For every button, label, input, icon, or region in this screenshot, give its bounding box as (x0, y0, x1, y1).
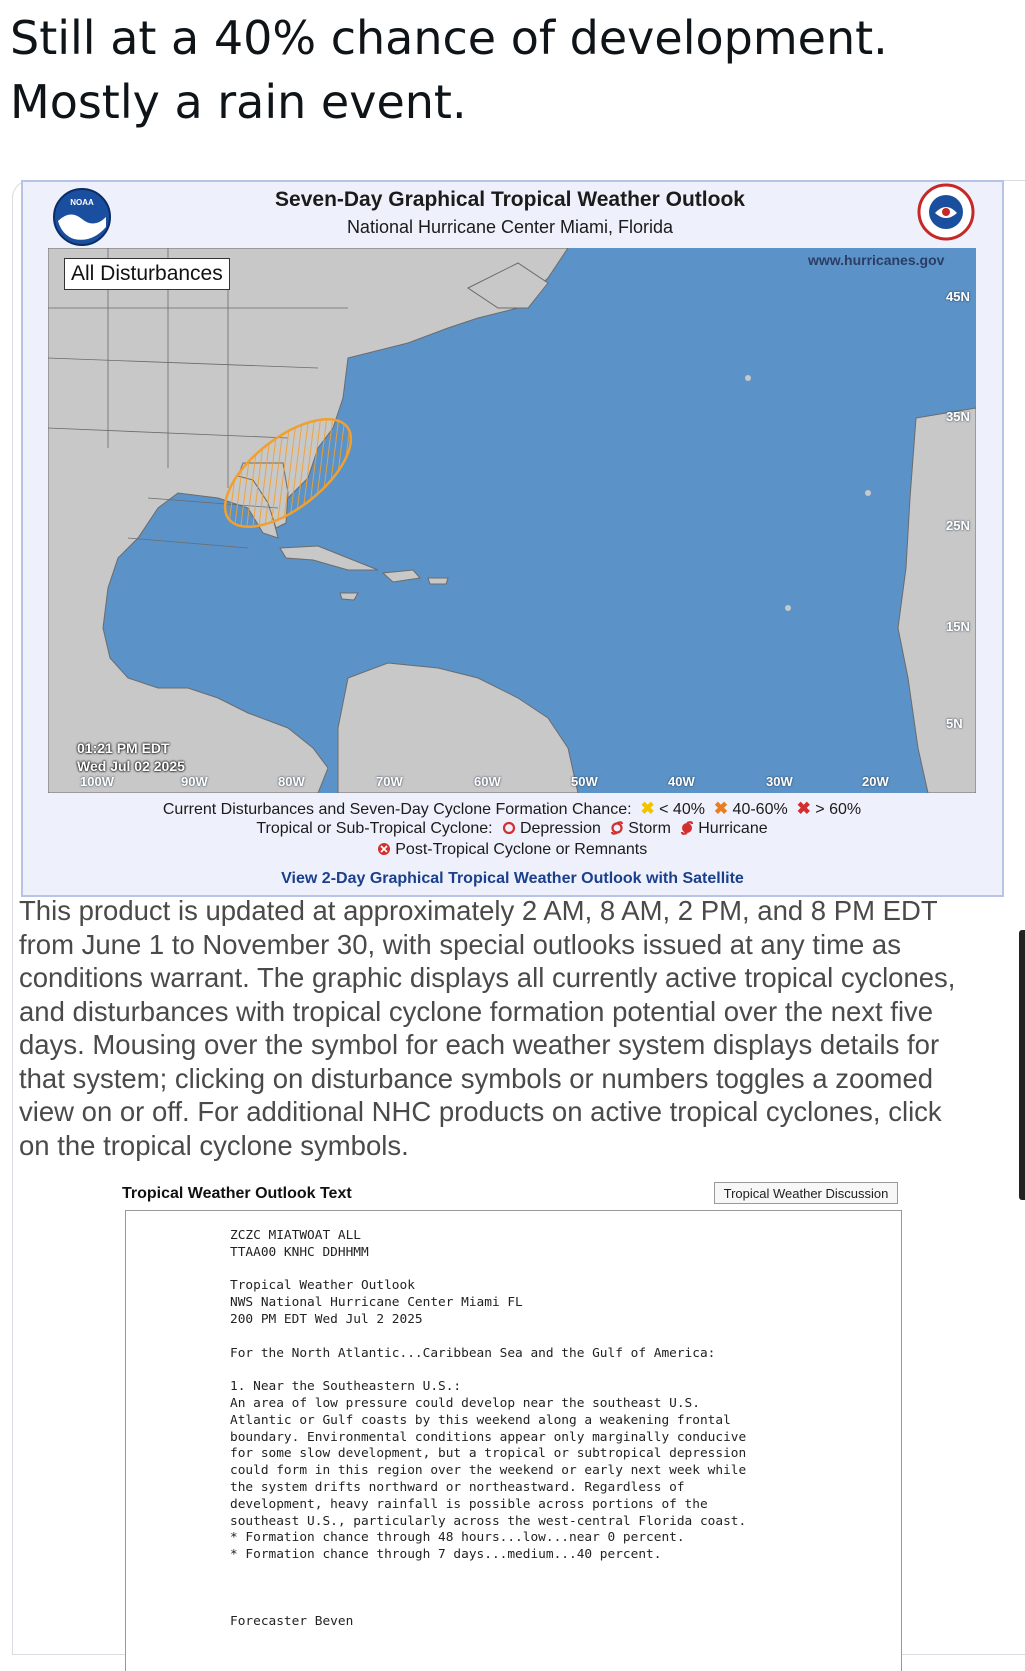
lon-label: 90W (181, 774, 208, 789)
lat-label: 5N (946, 716, 963, 731)
noaa-logo-icon (52, 187, 112, 247)
product-line: conditions warrant. The graphic displays all currently active tropical cyclones, (19, 962, 956, 993)
lon-label: 70W (376, 774, 403, 789)
high-chance-icon: ✖ (796, 799, 811, 818)
timestamp-date: Wed Jul 02 2025 (77, 758, 185, 774)
lat-label: 35N (946, 409, 970, 424)
remnants-icon (377, 842, 391, 856)
lat-label: 25N (946, 518, 970, 533)
post-text (10, 6, 1010, 134)
scrollbar-handle[interactable] (1019, 930, 1025, 1200)
legend-remnants (48, 841, 976, 859)
lon-label: 40W (668, 774, 695, 789)
lat-label: 45N (946, 289, 970, 304)
lat-label: 15N (946, 619, 970, 634)
product-line: that system; clicking on disturbance symbols or numbers toggles a zoomed (19, 1062, 934, 1094)
low-chance-icon: ✖ (640, 799, 655, 818)
post-line-2: Mostly a rain event. (10, 75, 467, 129)
outlook-map[interactable] (48, 248, 976, 793)
two-day-outlook-link[interactable]: View 2-Day Graphical Tropical Weather Outlook with Satellite (281, 870, 744, 887)
depression-icon (502, 821, 516, 835)
lon-label: 60W (474, 774, 501, 789)
lon-label: 50W (571, 774, 598, 789)
legend-cyclone-types (48, 820, 976, 838)
legend-storm: Storm (628, 820, 671, 837)
medium-chance-icon: ✖ (713, 799, 729, 818)
legend-medium: 40-60% (732, 801, 788, 818)
legend-formation-chance (48, 799, 976, 819)
discussion-button[interactable]: Tropical Weather Discussion (714, 1182, 898, 1204)
legend-hurricane: Hurricane (698, 820, 768, 837)
lon-label: 100W (80, 774, 114, 789)
map-subtitle: National Hurricane Center Miami, Florida (346, 217, 674, 237)
outlook-text-title: Tropical Weather Outlook Text (122, 1185, 352, 1202)
legend-low: < 40% (659, 801, 705, 818)
product-line: on the tropical cyclone symbols. (19, 1129, 409, 1161)
timestamp (77, 739, 185, 775)
lon-label: 80W (278, 774, 305, 789)
lon-label: 20W (862, 774, 889, 789)
nhc-url[interactable]: www.hurricanes.gov (808, 252, 945, 268)
post-line-1: Still at a 40% chance of development. (10, 11, 888, 65)
product-line: days. Mousing over the symbol for each weather system displays details for (19, 1029, 940, 1060)
legend-remnants-label: Post-Tropical Cyclone or Remnants (395, 841, 648, 858)
map-title: Seven-Day Graphical Tropical Weather Outlook (275, 188, 745, 211)
product-line: from June 1 to November 30, with special outlooks issued at any time as (19, 928, 901, 960)
noaa-logo-text: NOAA (70, 198, 94, 207)
legend-high: > 60% (815, 801, 862, 818)
legend-depression: Depression (519, 820, 601, 837)
storm-icon (610, 821, 624, 835)
outlook-text-body: ZCZC MIATWOAT ALL TTAA00 KNHC DDHHMM Tropical Weather Outlook NWS National Hurricane Center Miami FL 200 PM EDT Wed Jul 2 2025 For the North Atlantic...Caribbean Sea and the Gulf of America: 1. Near the Southeastern U.S.: An area of low pressure could develop near the southeast U.S. Atlantic or Gulf coasts by this weekend along a weakening frontal boundary. Environmental conditions appear only marginally conducive for some slow development, but a tropical or subtropical depression could form in this region over the weekend or early next week while the system drifts northward or northeastward. Regardless of development, heavy rainfall is possible across portions of the southeast U.S., particularly across the west-central Florida coast. * Formation chance through 48 hours...low...near 0 percent. * Formation chance through 7 days...medium...40 percent. Forecaster Beven (230, 1228, 747, 1630)
product-line: This product is updated at approximately 2 AM, 8 AM, 2 PM, and 8 PM EDT (19, 895, 938, 926)
nws-logo-icon (917, 183, 975, 241)
lon-label: 30W (766, 774, 793, 789)
timestamp-time: 01:21 PM EDT (77, 740, 170, 756)
product-line: and disturbances with tropical cyclone formation potential over the next five (19, 995, 934, 1027)
legend-cyclone-label: Tropical or Sub-Tropical Cyclone: (256, 820, 493, 837)
product-line: view on or off. For additional NHC products on active tropical cyclones, click (19, 1096, 942, 1127)
legend-formation-label: Current Disturbances and Seven-Day Cyclone Formation Chance: (162, 801, 632, 818)
hurricane-icon (680, 821, 694, 835)
all-disturbances-label[interactable]: All Disturbances (64, 258, 230, 290)
product-description (19, 894, 1009, 1162)
